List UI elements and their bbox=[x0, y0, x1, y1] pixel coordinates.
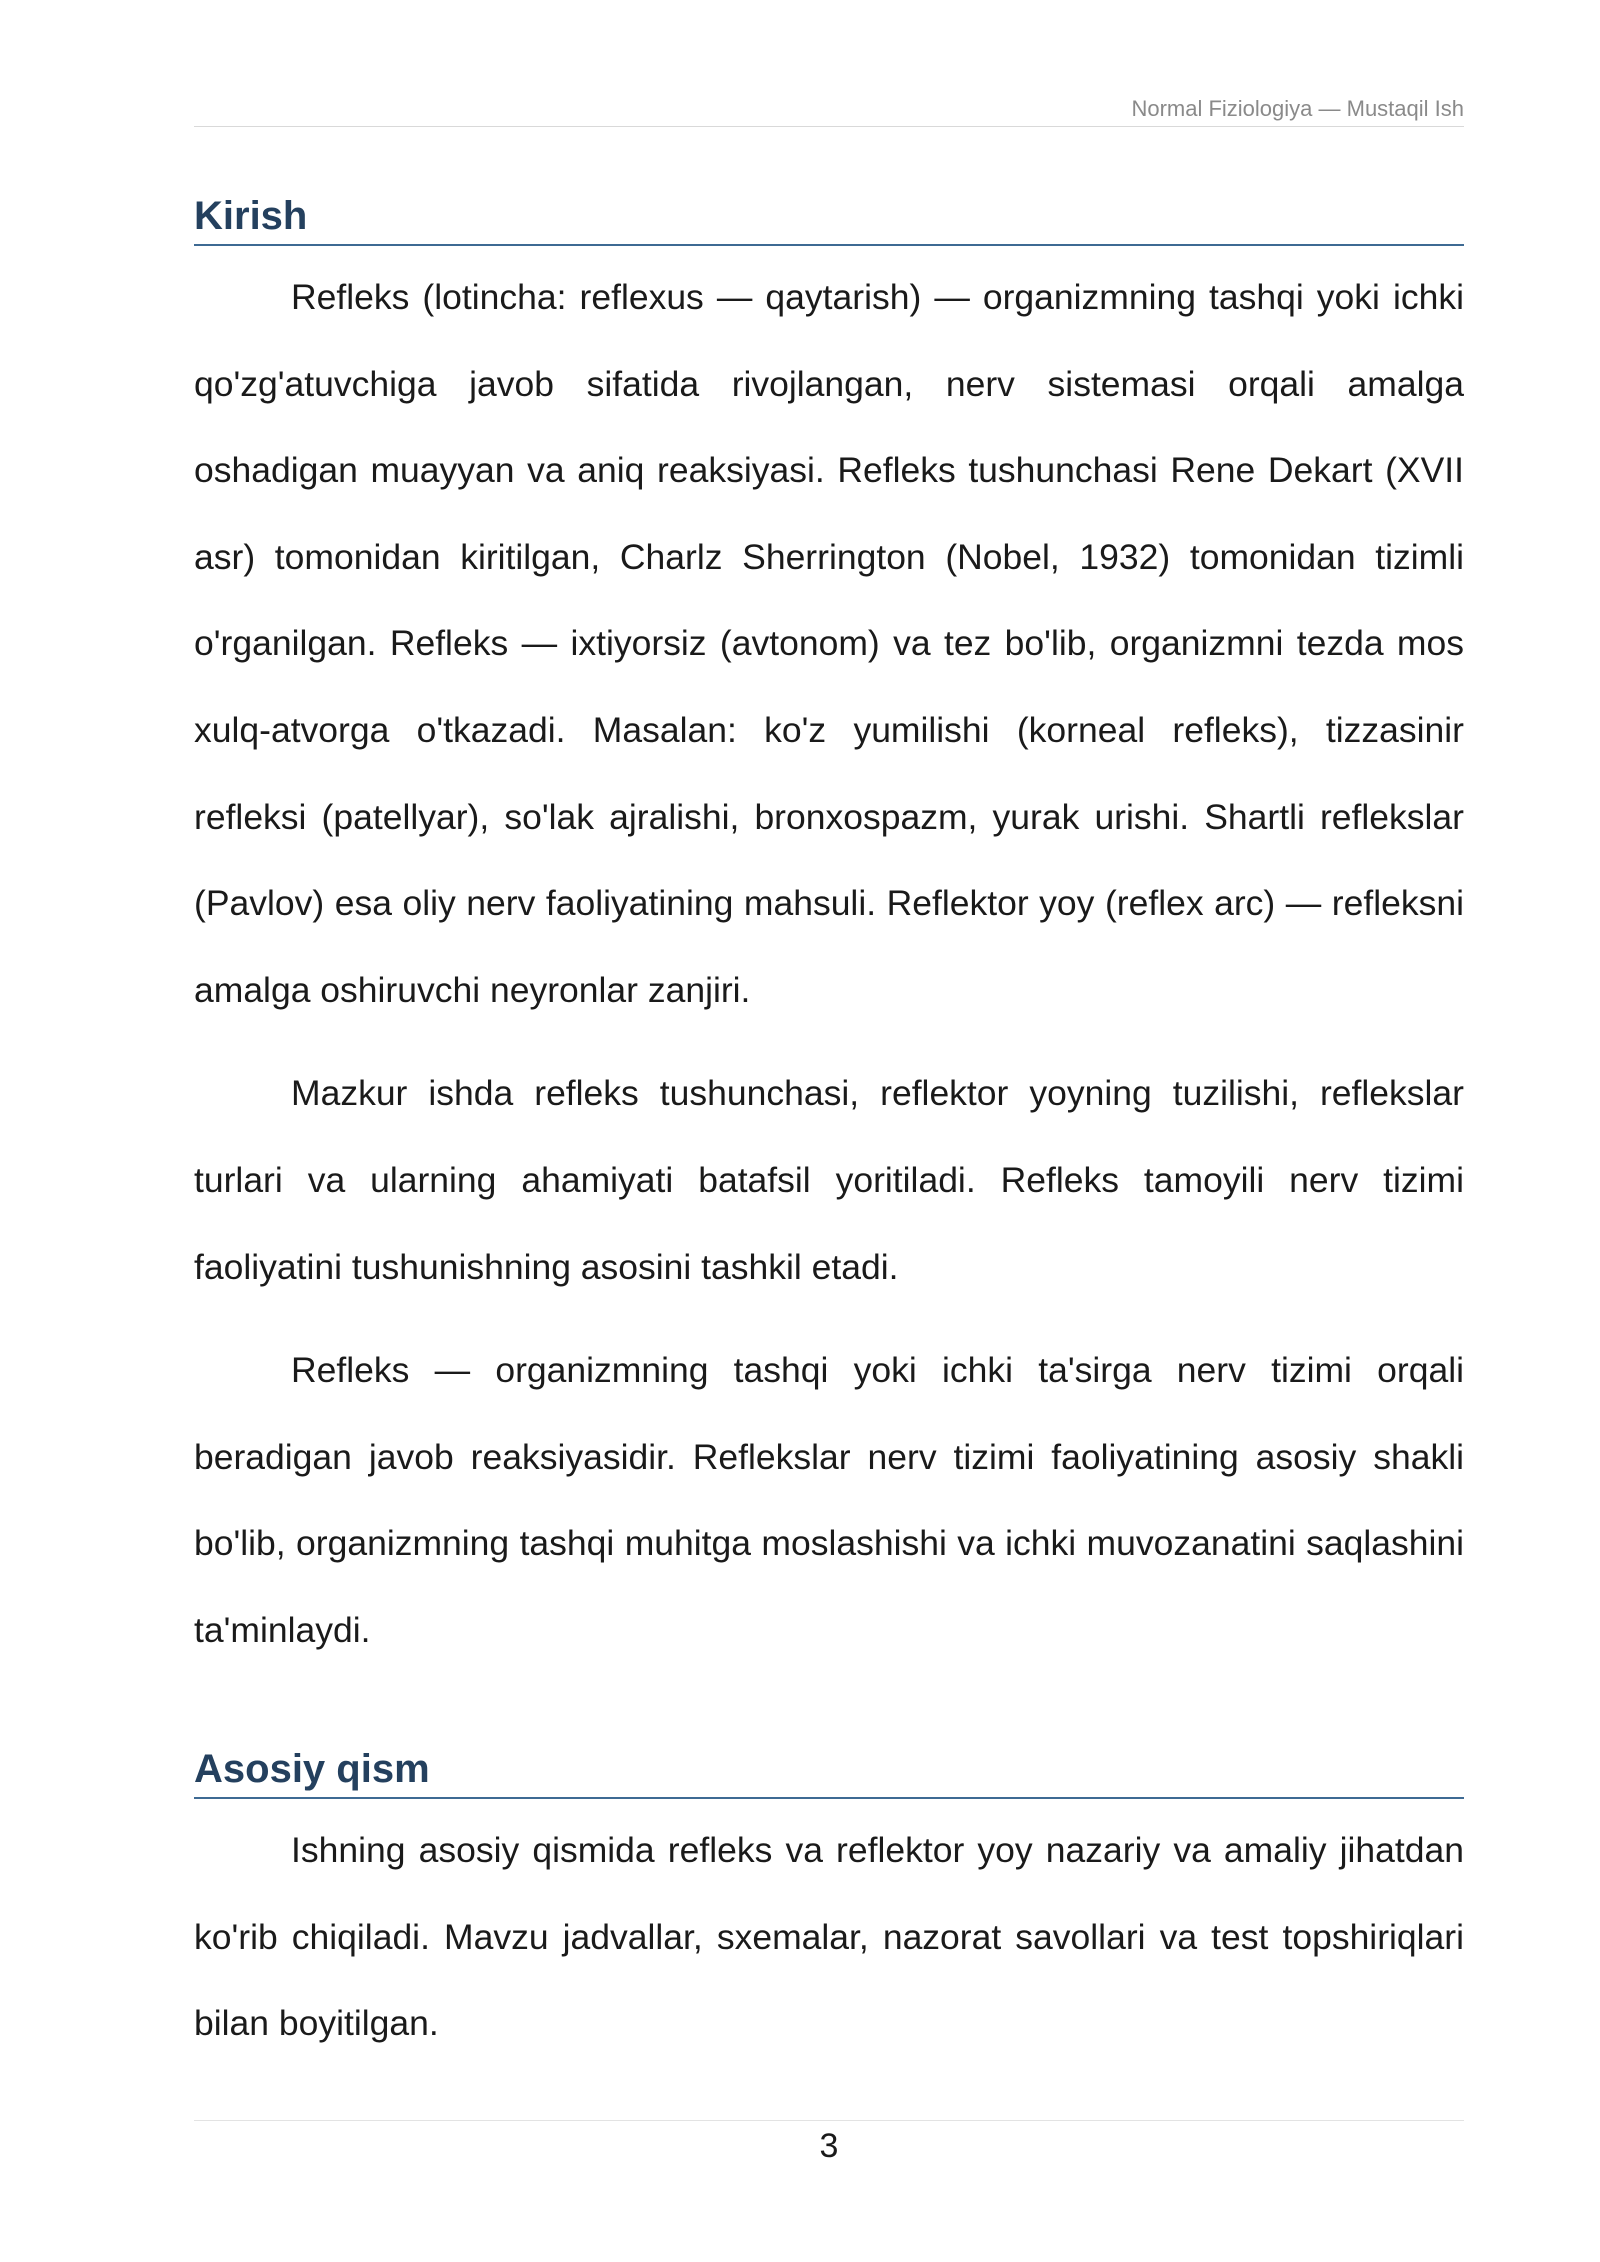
section-introduction bbox=[194, 192, 1464, 1674]
section-heading: Kirish bbox=[194, 192, 1464, 246]
section-main-part bbox=[194, 1745, 1464, 2067]
page-number-text: 3 bbox=[819, 2127, 839, 2165]
paragraph: Refleks (lotincha: reflexus — qaytarish) — organizmning tashqi yoki ichki qo'zg'atuvchiga javob sifatida rivojlangan, nerv sistemasi orqali amalga oshadigan muayyan va aniq reaksiyasi. Refleks tushunchasi Rene Dekart (XVII asr) tomonidan kiritilgan, Charlz Sherrington (Nobel, 1932) tomonidan tizimli o'rganilgan. Refleks — ixtiyorsiz (avtonom) va tez bo'lib, organizmni tezda mos xulq-atvorga o'tkazadi. Masalan: ko'z yumilishi (korneal refleks), tizzasinir refleksi (patellyar), so'lak ajralishi, bronxospazm, yurak urishi. Shartli reflekslar (Pavlov) esa oliy nerv faoliyatining mahsuli. Reflektor yoy (reflex arc) — refleksni amalga oshiruvchi neyronlar zanjiri. bbox=[194, 277, 1464, 1010]
running-header: Normal Fiziologiya — Mustaqil Ish bbox=[194, 92, 1464, 127]
paragraph: Refleks — organizmning tashqi yoki ichki ta'sirga nerv tizimi orqali beradigan javob reaksiyasidir. Reflekslar nerv tizimi faoliyatining asosiy shakli bo'lib, organizmning tashqi muhitga moslashishi va ichki muvozanatini saqlashini ta'minlaydi. bbox=[194, 1350, 1464, 1650]
paragraph: Ishning asosiy qismida refleks va reflektor yoy nazariy va amaliy jihatdan ko'rib chiqiladi. Mavzu jadvallar, sxemalar, nazorat savollari va test topshiriqlari bilan boyitilgan. bbox=[194, 1830, 1464, 2044]
page-number bbox=[0, 2126, 1600, 2166]
paragraph: Mazkur ishda refleks tushunchasi, reflektor yoyning tuzilishi, reflekslar turlari va ularning ahamiyati batafsil yoritiladi. Refleks tamoyili nerv tizimi faoliyatini tushunishning asosini tashkil etadi. bbox=[194, 1073, 1464, 1287]
footer-divider bbox=[194, 2120, 1464, 2121]
section-heading: Asosiy qism bbox=[194, 1745, 1464, 1799]
